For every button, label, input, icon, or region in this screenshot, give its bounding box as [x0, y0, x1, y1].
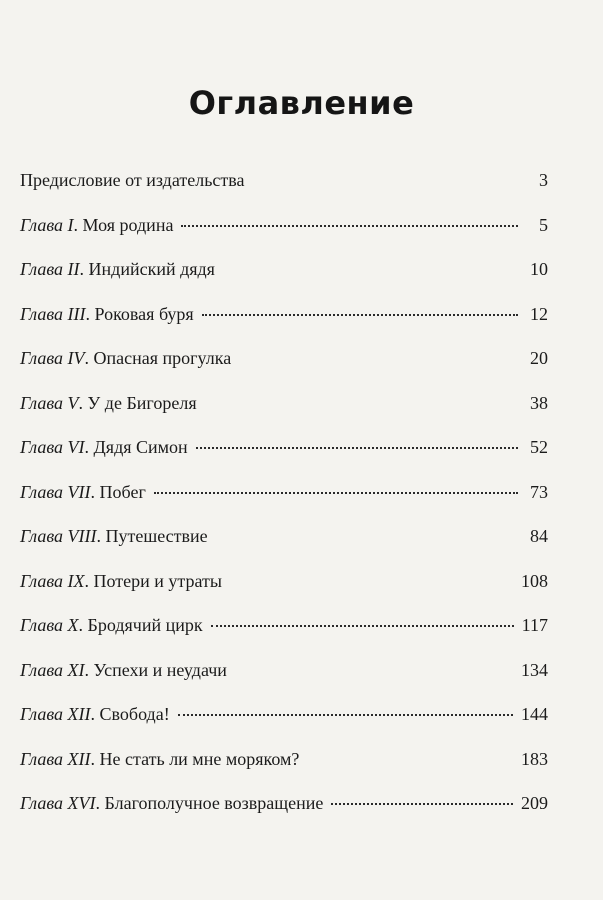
- toc-entry-label: [20, 168, 245, 192]
- toc-page-number: 3: [539, 170, 548, 190]
- toc-chapter-title: . Потери и утраты: [84, 570, 222, 591]
- toc-entry-label: [20, 435, 188, 459]
- toc-entry: [20, 435, 548, 480]
- toc-page-number: 84: [530, 526, 548, 546]
- toc-chapter-number: Глава II: [20, 259, 80, 279]
- toc-page-number: 20: [530, 348, 548, 368]
- toc-page-number: 73: [530, 481, 548, 502]
- toc-entry-label: [20, 569, 222, 593]
- toc-chapter-title: . Свобода!: [90, 704, 170, 724]
- toc-entry: [20, 524, 548, 569]
- toc-entry-label: [20, 213, 173, 237]
- toc-chapter-title: . Путешествие: [96, 526, 208, 546]
- toc-entry: [20, 702, 548, 747]
- dot-leader: [331, 803, 513, 805]
- toc-entry-label: [20, 346, 231, 370]
- toc-entry: [20, 302, 548, 347]
- toc-chapter-title: . Успехи и неудачи: [84, 659, 227, 680]
- toc-entry: [20, 213, 548, 258]
- dot-leader: [307, 759, 513, 761]
- toc-page-number: 183: [521, 748, 548, 769]
- toc-entry-label: [20, 257, 215, 281]
- toc-chapter-number: Глава IX: [20, 570, 85, 591]
- toc-chapter-number: Глава XI: [20, 659, 85, 680]
- toc-entry-label: [20, 302, 194, 326]
- toc-page-number: 12: [530, 303, 548, 324]
- toc-chapter-number: Глава XVI: [20, 793, 96, 813]
- page-title: Оглавление: [188, 84, 415, 122]
- dot-leader: [181, 225, 518, 227]
- toc-chapter-number: Глава VII: [20, 481, 91, 502]
- toc-entry: [20, 658, 548, 703]
- toc-entry: [20, 747, 548, 792]
- toc-chapter-number: Глава I: [20, 214, 74, 235]
- toc-page-number: 10: [530, 259, 548, 279]
- toc-chapter-title: . Побег: [90, 481, 146, 502]
- toc-entry: [20, 791, 548, 836]
- dot-leader: [216, 536, 518, 538]
- toc-chapter-title: . Индийский дядя: [79, 259, 215, 279]
- toc-chapter-number: Глава VIII: [20, 526, 97, 546]
- toc-chapter-number: Глава V: [20, 392, 79, 413]
- toc-chapter-title: . Бродячий цирк: [78, 615, 203, 635]
- toc-entry: [20, 346, 548, 391]
- dot-leader: [178, 714, 513, 716]
- toc-chapter-title: . Не стать ли мне моряком?: [90, 748, 300, 769]
- toc-entry-label: [20, 702, 170, 726]
- toc-page-number: 108: [521, 570, 548, 591]
- toc-chapter-number: Глава XII: [20, 748, 91, 769]
- toc-chapter-number: Глава X: [20, 615, 79, 635]
- toc-chapter-title: . У де Бигореля: [78, 392, 197, 413]
- dot-leader: [202, 314, 518, 316]
- table-of-contents: [20, 168, 548, 836]
- toc-chapter-title: . Дядя Симон: [84, 437, 188, 457]
- toc-entry: [20, 613, 548, 658]
- toc-chapter-title: . Благополучное возвращение: [95, 793, 324, 813]
- toc-page-number: 5: [539, 214, 548, 235]
- dot-leader: [154, 492, 518, 494]
- toc-page-number: 52: [530, 437, 548, 457]
- toc-page-number: 144: [521, 704, 548, 724]
- dot-leader: [235, 670, 513, 672]
- toc-entry: [20, 168, 548, 213]
- toc-entry-label: [20, 524, 208, 548]
- toc-chapter-title: . Моя родина: [73, 214, 174, 235]
- toc-entry: [20, 391, 548, 436]
- toc-chapter-title: . Опасная прогулка: [84, 348, 232, 368]
- toc-entry-label: [20, 791, 323, 815]
- toc-entry: [20, 569, 548, 614]
- toc-chapter-title: Предисловие от издательства: [20, 170, 245, 190]
- dot-leader: [230, 581, 513, 583]
- dot-leader: [239, 358, 518, 360]
- toc-entry-label: [20, 391, 197, 415]
- toc-entry-label: [20, 480, 146, 504]
- toc-page-number: 117: [521, 615, 548, 635]
- toc-page-number: 134: [521, 659, 548, 680]
- dot-leader: [196, 447, 518, 449]
- dot-leader: [223, 269, 518, 271]
- toc-chapter-number: Глава XII: [20, 704, 91, 724]
- toc-entry: [20, 257, 548, 302]
- toc-chapter-number: Глава IV: [20, 348, 85, 368]
- toc-chapter-number: Глава III: [20, 303, 86, 324]
- toc-entry-label: [20, 747, 299, 771]
- toc-chapter-title: . Роковая буря: [85, 303, 194, 324]
- toc-page-number: 38: [530, 392, 548, 413]
- dot-leader: [211, 625, 514, 627]
- dot-leader: [205, 403, 518, 405]
- toc-page-number: 209: [521, 793, 548, 813]
- toc-entry: [20, 480, 548, 525]
- toc-entry-label: [20, 658, 227, 682]
- toc-entry-label: [20, 613, 203, 637]
- toc-chapter-number: Глава VI: [20, 437, 85, 457]
- dot-leader: [253, 180, 518, 182]
